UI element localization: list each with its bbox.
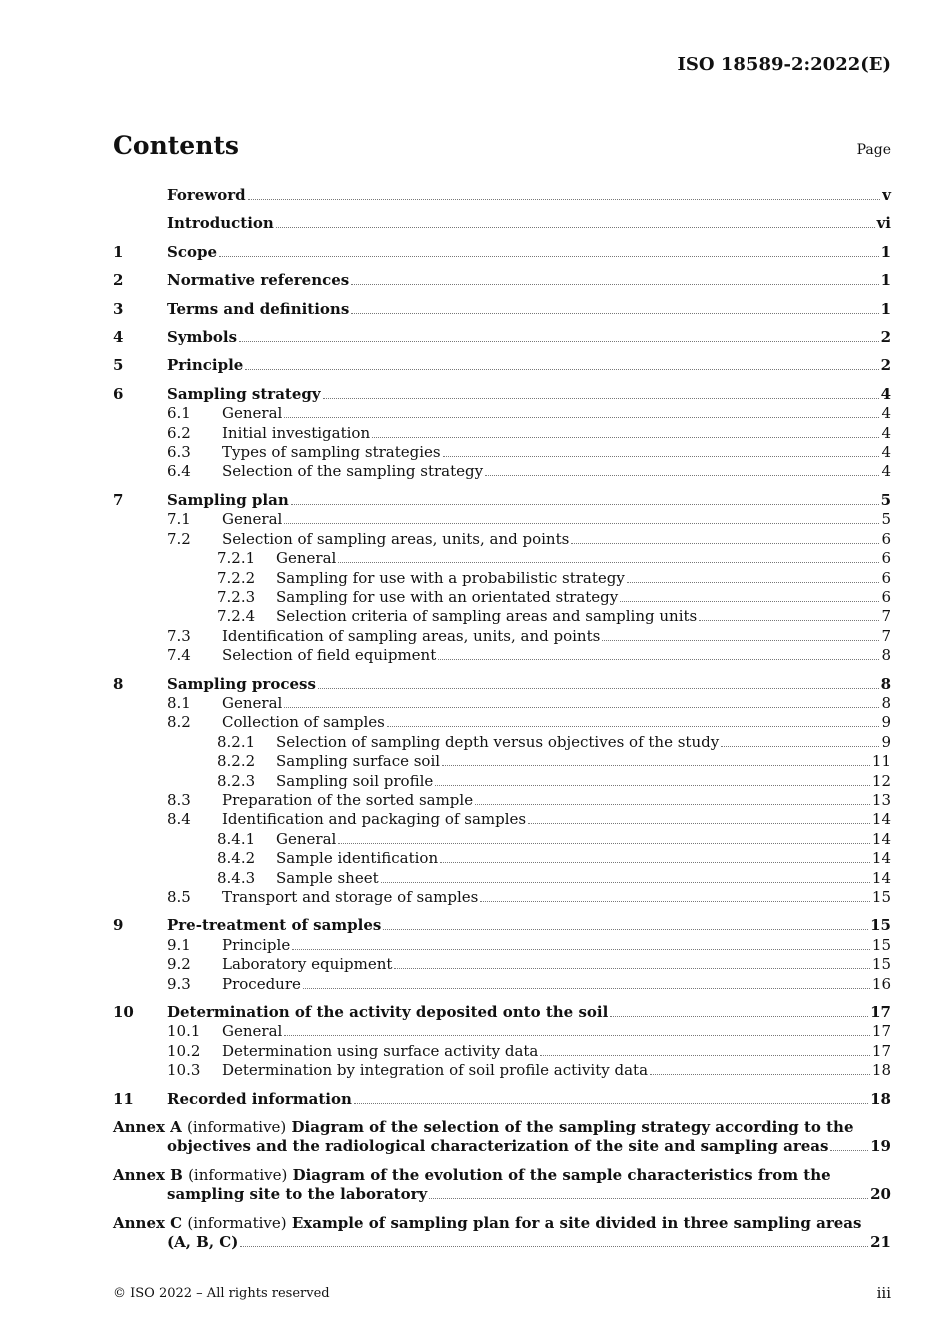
toc-entry-page: 5 (880, 490, 891, 509)
toc-entry-number: 2 (113, 271, 124, 290)
toc-entry[interactable] (113, 1090, 891, 1109)
toc-entry-page: 4 (881, 462, 891, 481)
dot-leader (571, 543, 879, 544)
toc-entry-title: Recorded information (167, 1089, 352, 1108)
toc-entry-number: 7.1 (167, 510, 191, 529)
dot-leader (429, 1198, 868, 1199)
toc-entry[interactable] (113, 510, 891, 529)
toc-entry-number: 3 (113, 299, 124, 318)
dot-leader (240, 1246, 868, 1247)
toc-entry-title: General (222, 693, 283, 712)
dot-leader (284, 1035, 870, 1036)
toc-entry[interactable] (113, 424, 891, 443)
annex-title-line1: Diagram of the evolution of the sample characteristics from the (292, 1165, 831, 1184)
toc-entry-page: 1 (880, 242, 891, 261)
dot-leader (830, 1150, 868, 1151)
toc-entry[interactable] (113, 936, 891, 955)
toc-entry-page: 18 (870, 1089, 891, 1108)
toc-entry-number: 7.2.1 (217, 549, 256, 568)
annex-title-line2: objectives and the radiological characterization of the site and sampling areas (167, 1137, 829, 1156)
dot-leader (383, 929, 868, 930)
toc-entry-number: 7.3 (167, 626, 191, 645)
toc-entry-title: Procedure (222, 974, 301, 993)
annex-heading (113, 1166, 891, 1185)
toc-annex-entry[interactable] (113, 1214, 891, 1253)
toc-entry[interactable] (113, 675, 891, 694)
toc-entry-page: 4 (881, 423, 891, 442)
toc-entry[interactable] (113, 588, 891, 607)
toc-entry-title: Selection of field equipment (222, 646, 437, 665)
toc-entry[interactable] (113, 830, 891, 849)
toc-entry[interactable] (113, 328, 891, 347)
toc-entry-page: v (882, 186, 891, 204)
toc-entry-number: 11 (113, 1089, 134, 1108)
toc-entry-number: 6.1 (167, 404, 191, 423)
toc-entry-page: 6 (881, 549, 891, 568)
toc-entry-page: 14 (871, 829, 891, 848)
toc-entry-title: Scope (167, 242, 218, 261)
toc-entry-page: 17 (870, 1003, 891, 1022)
toc-entry-page: vi (876, 214, 891, 233)
toc-entry-page: 4 (880, 384, 891, 403)
toc-entry[interactable] (113, 916, 891, 935)
dot-leader (610, 1016, 868, 1017)
annex-heading (113, 1118, 891, 1137)
dot-leader (620, 601, 879, 602)
toc-entry[interactable] (113, 271, 891, 290)
toc-entry[interactable] (113, 627, 891, 646)
toc-entry[interactable] (113, 607, 891, 626)
toc-entry-title: Sample identification (276, 849, 439, 868)
toc-entry-page: 17 (871, 1041, 891, 1060)
toc-entry-number: 8 (113, 674, 124, 693)
toc-entry-number: 8.4.3 (217, 868, 256, 887)
toc-entry-title: Terms and definitions (167, 299, 350, 318)
toc-entry-title: Laboratory equipment (222, 955, 393, 974)
dot-leader (318, 688, 879, 689)
toc-entry-page: 11 (871, 752, 891, 771)
toc-entry-number: 7.2.4 (217, 607, 256, 626)
footer-copyright: © ISO 2022 – All rights reserved (113, 1286, 330, 1301)
dot-leader (627, 582, 880, 583)
toc-entry-title: Normative references (167, 271, 350, 290)
toc-entry-number: 7.4 (167, 646, 191, 665)
toc-annex-entry[interactable] (113, 1118, 891, 1157)
dot-leader (284, 523, 879, 524)
toc-entry[interactable] (113, 694, 891, 713)
toc-entry-page: 15 (870, 916, 891, 935)
dot-leader (528, 823, 870, 824)
toc-entry[interactable] (113, 569, 891, 588)
toc-entry-title: Collection of samples (222, 713, 385, 732)
toc-entry-title: Determination using surface activity data (222, 1041, 539, 1060)
dot-leader (276, 227, 875, 228)
annex-label: Annex C (113, 1213, 183, 1232)
toc-entry-page: 6 (881, 529, 891, 548)
toc-entry-title: Introduction (167, 214, 274, 233)
dot-leader (351, 284, 878, 285)
toc-entry[interactable] (113, 549, 891, 568)
table-of-contents (113, 186, 891, 1253)
toc-entry-page: 1 (880, 299, 891, 318)
toc-entry[interactable] (113, 1003, 891, 1022)
toc-entry-page: 6 (881, 587, 891, 606)
annex-page: 21 (870, 1233, 891, 1252)
toc-entry-page: 9 (881, 732, 891, 751)
annex-title-line2-row (113, 1185, 891, 1204)
toc-entry-title: Transport and storage of samples (222, 888, 479, 906)
dot-leader (602, 640, 879, 641)
toc-entry-title: Identification and packaging of samples (222, 810, 527, 829)
toc-entry[interactable] (113, 186, 891, 205)
dot-leader (721, 746, 879, 747)
toc-entry[interactable] (113, 243, 891, 262)
toc-entry[interactable] (113, 300, 891, 319)
toc-entry-title: General (222, 1022, 283, 1041)
toc-entry-title: Sampling process (167, 674, 316, 693)
toc-entry-title: Selection of sampling areas, units, and points (222, 529, 570, 548)
toc-entry-number: 8.3 (167, 790, 191, 809)
dot-leader (650, 1074, 870, 1075)
dot-leader (219, 256, 879, 257)
toc-entry-number: 8.1 (167, 693, 191, 712)
toc-entry-number: 1 (113, 242, 124, 261)
toc-entry-number: 8.2.3 (217, 771, 256, 790)
toc-entry-number: 6.2 (167, 423, 191, 442)
toc-entry-number: 8.4.2 (217, 849, 256, 868)
toc-entry-title: Sample sheet (276, 868, 379, 887)
toc-entry-number: 5 (113, 356, 124, 375)
toc-entry-number: 4 (113, 328, 124, 347)
toc-entry-number: 9.3 (167, 974, 191, 993)
dot-leader (338, 562, 879, 563)
annex-title-line1: Example of sampling plan for a site divided in three sampling areas (291, 1213, 862, 1232)
toc-entry-title: Sampling plan (167, 490, 289, 509)
toc-entry-page: 7 (881, 607, 891, 626)
toc-entry-page: 14 (871, 810, 891, 829)
page-title: Contents (113, 131, 240, 160)
toc-entry-number: 10.2 (167, 1041, 201, 1060)
toc-entry-title: Selection criteria of sampling areas and sampling units (276, 607, 698, 626)
toc-annex-entry[interactable] (113, 1166, 891, 1205)
toc-entry-page: 18 (871, 1061, 891, 1080)
toc-entry-number: 8.5 (167, 888, 191, 906)
toc-entry-number: 8.2.1 (217, 732, 256, 751)
dot-leader (438, 659, 879, 660)
dot-leader (381, 882, 870, 883)
toc-entry[interactable] (113, 491, 891, 510)
toc-entry-page: 9 (881, 713, 891, 732)
toc-entry-page: 16 (871, 974, 891, 993)
toc-entry-title: Principle (222, 935, 291, 954)
toc-entry[interactable] (113, 214, 891, 233)
toc-entry-title: General (276, 829, 337, 848)
dot-leader (284, 417, 879, 418)
toc-entry[interactable] (113, 810, 891, 829)
toc-entry-title: General (222, 510, 283, 529)
toc-entry-page: 15 (871, 888, 891, 906)
toc-entry-title: Determination of the activity deposited onto the soil (167, 1003, 609, 1022)
toc-entry-number: 7.2.3 (217, 587, 256, 606)
dot-leader (394, 968, 869, 969)
toc-entry-number: 8.4.1 (217, 829, 256, 848)
dot-leader (303, 988, 870, 989)
annex-title-line2: (A, B, C) (167, 1233, 239, 1252)
toc-entry-page: 2 (880, 356, 891, 375)
dot-leader (291, 504, 879, 505)
dot-leader (442, 765, 870, 766)
annex-type: (informative) (187, 1213, 287, 1232)
dot-leader (245, 369, 878, 370)
toc-entry-title: General (276, 549, 337, 568)
dot-leader (475, 804, 870, 805)
toc-entry[interactable] (113, 404, 891, 423)
toc-entry-title: Identification of sampling areas, units, and points (222, 626, 601, 645)
toc-entry-page: 17 (871, 1022, 891, 1041)
toc-entry-title: Selection of the sampling strategy (222, 462, 484, 481)
toc-entry[interactable] (113, 975, 891, 994)
toc-entry-page: 13 (871, 790, 891, 809)
toc-entry[interactable] (113, 1061, 891, 1080)
toc-entry-number: 10.3 (167, 1061, 201, 1080)
toc-entry-page: 14 (871, 849, 891, 868)
toc-entry-number: 8.4 (167, 810, 191, 829)
toc-entry-page: 15 (871, 935, 891, 954)
toc-entry-number: 8.2 (167, 713, 191, 732)
toc-entry-number: 7 (113, 490, 124, 509)
dot-leader (239, 341, 879, 342)
toc-entry[interactable] (113, 752, 891, 771)
footer-page-number: iii (876, 1284, 891, 1302)
annex-label: Annex B (113, 1165, 183, 1184)
toc-entry-number: 9 (113, 916, 124, 935)
toc-entry[interactable] (113, 955, 891, 974)
toc-entry-title: Preparation of the sorted sample (222, 790, 474, 809)
toc-entry-page: 4 (881, 443, 891, 462)
toc-entry[interactable] (113, 462, 891, 481)
toc-entry-page: 12 (871, 771, 891, 790)
toc-entry-page: 1 (880, 271, 891, 290)
page-column-label: Page (856, 142, 891, 158)
toc-entry-number: 6 (113, 384, 124, 403)
document-id: ISO 18589-2:2022(E) (677, 54, 891, 75)
toc-entry-page: 14 (871, 868, 891, 887)
toc-entry-number: 6.3 (167, 443, 191, 462)
dot-leader (248, 199, 881, 200)
annex-type: (informative) (188, 1165, 288, 1184)
toc-entry[interactable] (113, 385, 891, 404)
toc-entry-title: Principle (167, 356, 244, 375)
dot-leader (387, 726, 880, 727)
annex-title-line2-row (113, 1233, 891, 1252)
toc-entry-page: 6 (881, 568, 891, 587)
dot-leader (480, 901, 870, 902)
toc-entry-page: 4 (881, 404, 891, 423)
toc-entry-title: Sampling for use with an orientated strategy (276, 587, 619, 606)
toc-entry[interactable] (113, 1042, 891, 1061)
dot-leader (699, 620, 879, 621)
dot-leader (435, 785, 870, 786)
toc-entry-number: 10 (113, 1003, 134, 1022)
dot-leader (443, 456, 880, 457)
toc-entry-page: 2 (880, 328, 891, 347)
dot-leader (351, 313, 878, 314)
annex-heading (113, 1214, 891, 1233)
toc-entry-title: Selection of sampling depth versus objectives of the study (276, 732, 720, 751)
toc-entry-number: 6.4 (167, 462, 191, 481)
toc-entry-title: Symbols (167, 328, 238, 347)
toc-entry-title: Pre-treatment of samples (167, 916, 382, 935)
toc-entry-number: 9.2 (167, 955, 191, 974)
toc-entry-page: 5 (881, 510, 891, 529)
annex-title-line1: Diagram of the selection of the sampling strategy according to the (291, 1118, 854, 1137)
toc-entry[interactable] (113, 869, 891, 888)
toc-entry-title: General (222, 404, 283, 423)
toc-entry-title: Sampling surface soil (276, 752, 441, 771)
dot-leader (323, 398, 879, 399)
dot-leader (440, 862, 870, 863)
toc-entry[interactable] (113, 733, 891, 752)
toc-entry-page: 15 (871, 955, 891, 974)
annex-label: Annex A (113, 1118, 182, 1137)
toc-entry[interactable] (113, 530, 891, 549)
dot-leader (485, 475, 879, 476)
toc-entry-number: 7.2 (167, 529, 191, 548)
toc-entry[interactable] (113, 849, 891, 868)
annex-type: (informative) (187, 1118, 287, 1137)
dot-leader (292, 949, 870, 950)
toc-entry-page: 8 (880, 674, 891, 693)
toc-entry-page: 7 (881, 626, 891, 645)
annex-page: 20 (870, 1185, 891, 1204)
toc-entry-title: Initial investigation (222, 423, 371, 442)
dot-leader (284, 707, 879, 708)
toc-entry[interactable] (113, 356, 891, 375)
toc-entry[interactable] (113, 791, 891, 810)
dot-leader (354, 1103, 868, 1104)
annex-title-line2-row (113, 1137, 891, 1156)
toc-entry[interactable] (113, 443, 891, 462)
toc-entry-title: Sampling soil profile (276, 771, 434, 790)
toc-entry[interactable] (113, 772, 891, 791)
toc-entry-page: 8 (881, 646, 891, 665)
toc-entry-number: 9.1 (167, 935, 191, 954)
toc-entry-title: Sampling for use with a probabilistic strategy (276, 568, 625, 587)
toc-entry[interactable] (113, 646, 891, 665)
annex-page: 19 (870, 1137, 891, 1156)
toc-entry-title: Types of sampling strategies (222, 443, 441, 462)
toc-entry-title: Sampling strategy (167, 384, 321, 403)
toc-entry-number: 10.1 (167, 1022, 201, 1041)
dot-leader (540, 1055, 870, 1056)
toc-entry-title: Foreword (167, 186, 246, 204)
dot-leader (372, 437, 879, 438)
toc-entry-title: Determination by integration of soil profile activity data (222, 1061, 649, 1080)
toc-entry-page: 8 (881, 693, 891, 712)
annex-title-line2: sampling site to the laboratory (167, 1185, 428, 1204)
toc-entry[interactable] (113, 1022, 891, 1041)
dot-leader (338, 843, 870, 844)
toc-entry-number: 7.2.2 (217, 568, 256, 587)
toc-entry[interactable] (113, 888, 891, 907)
toc-entry-number: 8.2.2 (217, 752, 256, 771)
toc-entry[interactable] (113, 713, 891, 732)
